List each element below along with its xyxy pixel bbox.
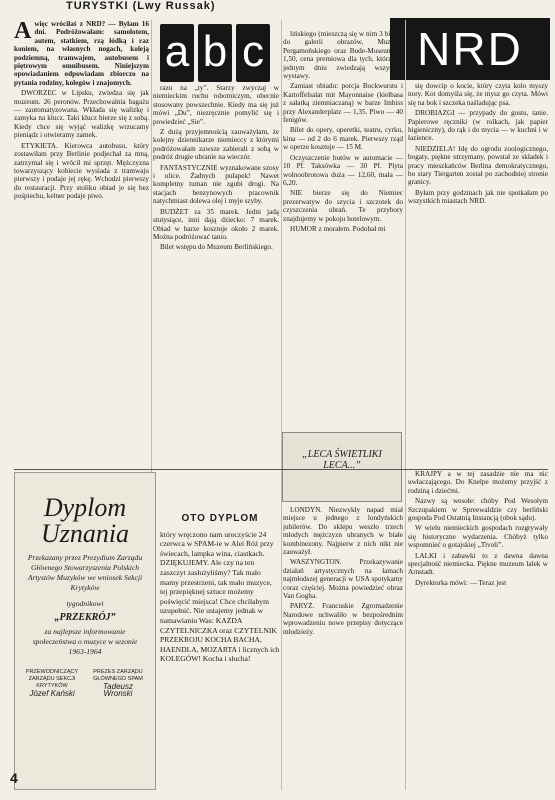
paragraph: NIEDZIELA! Idę do ogrodu zoologicznego, bogaty, piękne utrzymany, powstał ze składek i pracy mieszkańców Berlina demokratycznego, bo stary Tiergarten został po zachodniej stronie granicy.	[408, 144, 548, 187]
paragraph: Bilet do opery, operetki, teatru, cyrku, kina — od 2 do 6 marek. Pierwszy rząd w operze kosztuje — 15 M.	[283, 126, 403, 152]
paragraph: DWORZEC w Lipsku, zwiedza się jak muzeum. 26 peronów. Przechowalnia bagażu — zautomatyzowana. Wkłada się walizkę i zamyka na klucz. Taki klucz bierze się z sobą. Kiedy chce się wyjąć walizkę wrzucamy pieniądz i otwieramy zamek.	[14, 89, 149, 140]
diploma-note-text: który wręczono nam uroczyście 24 czerwca w SPAM-ie w Alei Róż przy świecach, lampka wina, ciastkach. DZIĘKUJEMY. Ale czy na ten zaszczyt zasłużyliśmy? Tak mało mamy przestrzeni, tak mało muzyce, tej przepięknej sztuce możemy poświęcić miejsca! Chce chciłabym uzupełnić. Nie ustajemy jednak w namawianiu Was: KAŻDA CZYTELNICZKA oraz CZYTELNIK PRZEKROJU KOCHA BACHA, HAENDLA, MOZARTA i licznych ich KOLEGÓW! Kocha i słucha!	[160, 529, 280, 664]
paragraph: NIE bierze się do Niemiec prezerwatyw do szycia i szczotek do czyszczenia ubrań. Te przybory znajdujemy w pokoju hotelowym.	[283, 189, 403, 223]
article-column-1	[14, 20, 149, 468]
diploma-magazine: „PRZEKRÓJ”	[54, 612, 116, 623]
signature-role: PRZEWODNICZĄCY ZARZĄDU SEKCJI KRYTYKÓW	[25, 669, 79, 689]
column-divider	[281, 20, 282, 790]
paragraph: KRAJPY a w tej zasadzie nie ma nic uwłaczającego. Do Knelpe możemy przyjść z rodziną i dziećmi.	[408, 470, 548, 495]
diploma-body	[15, 547, 155, 663]
signature-name: Józef Kański	[29, 689, 75, 698]
diploma-note	[160, 514, 280, 794]
diploma-title	[15, 495, 155, 547]
column-divider	[405, 20, 406, 790]
illustration-caption: „LECA ŚWIETLIKI LECA...”	[302, 449, 382, 471]
diploma-for: tygodnikowi	[66, 599, 104, 608]
article-column-4-continued	[408, 470, 548, 790]
paragraph: lińskiego (mieszczą się w nim 3 bilety: do galerii obrazów, Muzeum Pergamońskiego oraz Bode-Museum — 1,50, cena premiowa dla tych, którzy w jednym dniu zwiedzają wszystkie wystawy.	[283, 30, 403, 81]
diploma-reason: za najlepsze informowanie społeczeństwa o muzyce w sezonie 1963-1964	[32, 627, 138, 656]
letter-c: c	[236, 24, 270, 82]
diploma-signatures	[15, 669, 155, 697]
running-title: TURYSTKI (Lwy Russak)	[66, 0, 216, 12]
paragraph: Z dużą przyjemnością zauważyłam, że kolejny dziennikarze niemieccy z którymi podróżowałam zawsze zabierali z sobą w podróż drugie ubranie na wieczór.	[153, 128, 279, 162]
paragraph: LONDYN. Niezwykły napad miał miejsce u jednego z londyńskich jubilerów. Do sklepu weszło trzech młodych mężczyzn ubranych w białe kombinezony. Najpierw z nich nikt nie zauważył.	[283, 506, 403, 557]
signature-role: PREZES ZARZĄDU GŁÓWNEGO SPAM	[93, 669, 143, 682]
article-column-2	[153, 84, 279, 464]
paragraph: HUMOR z morałem. Podobał mi	[290, 224, 386, 233]
paragraph: Oczyszczenie butów w automacie — 10 Pf. Taksówka — 30 Pf. Plyta wolnoobrotowa duża — 12,60, mała — 6,20.	[283, 153, 403, 187]
drop-cap: A	[14, 20, 32, 44]
paragraph: razu na „ty”. Starzy zwyczaj w niemieckim ruchu robotniczym, obecnie stosowany powszechnie. Kiedy ma się już mówi „Du”, niezręcznie pomylić się i powiedzieć „Sie”.	[153, 84, 279, 126]
swietliki-illustration	[282, 432, 402, 502]
letter-b: b	[198, 24, 232, 82]
letter-a: a	[160, 24, 194, 82]
diploma-image	[14, 472, 156, 790]
paragraph: się dowcip o kocie, który czyta kolo myszy nory. Kot domyśla się, że mysz go czyta. Mówi się na bok i szczeka naśladując psa.	[408, 82, 548, 107]
paragraph: BUDŻET za 35 marek. Jedni jadą stutysiące, inni dają dziecko: 7 marek. Obiad w barze kosztuje około 2 marek. Można podróżować tanio.	[153, 207, 279, 241]
paragraph: LALKI i zabawki to z dawna dawna specjalność niemiecka. Piękne muzeum lalek w Arnstadt.	[408, 551, 548, 577]
paragraph: PARYŻ. Francuskie Zgromadzenie Narodowe uchwaliło w bezpośrednim wprowadzeniu nowe przepisy dotyczące młodzieży.	[283, 602, 403, 636]
paragraph: FANTASTYCZNIE wyznakowane szosy i ulice. Żadnych pułapek! Nawet kompletny tuman nie zgubi drogi. Na stacjach benzynowych pracownik natychmiast dolewa olej i myje szyby.	[153, 163, 279, 206]
paragraph: W wielu niemieckich gospodach rozgrywały się historyczne wydarzenia. Chóbyż tylko wspomnieć o gotajskiej „Tivoli”.	[408, 524, 548, 550]
diploma-title-line-1: Dyplom	[43, 493, 127, 522]
paragraph: DROBIAZGI — przypady do gustu, tanie. Papierowe ręczniki (w rolkach, jak papier higieniczny), do rąk i do mycia — w kuchni i w łazience.	[408, 109, 548, 143]
paragraph: więc wróciłaś z NRD? — Byłam 16 dni. Podróżowałam: samolotem, autem, statkiem, rzą łódką i raz koniem, na własnych nogach, koleją podziemną, tramwajem, autobusem i piętrowym omnibusem. Niniejszym opowiadaniem odpowiadam zbiorczo na pytania rodziny, kolegów i znajomych.	[14, 20, 149, 87]
article-column-3	[283, 30, 403, 466]
nrd-banner: NRD	[390, 18, 550, 80]
diploma-text: Przekazany przez Prezydium Zarządu Głównego Stowarzyszenia Polskich Artystów Muzyków we wniosek Sekcji Krytyków	[27, 553, 143, 592]
signature-name: Tadeusz Wronski	[103, 682, 133, 698]
article-column-4	[408, 82, 548, 468]
paragraph: Byłam przy godzinach jak nie spotkałam po wszystkich miastach NRD.	[408, 188, 548, 206]
page-number: 4	[10, 770, 18, 786]
paragraph: Nazwy są wesołe: chóby Pod Wesołym Szczupakiem w Spreewaldzie czy berliński gospoda Pod Ostatnią Instancją (obok sądu).	[408, 497, 548, 523]
paragraph: Bilet wstępu do Muzeum Berlińskiego.	[160, 243, 273, 252]
news-column	[283, 506, 403, 790]
paragraph: Zamiast obiadu: porcja Bockwurstu i Kartoffelsalat mit Mayonnaise (kiełbasa z sałatką ziemniaczaną) w barze Imbiss przy Alexanderplatz — 1,35. Piwo — 40 fenigów.	[283, 82, 403, 125]
paragraph: ETYKIETA. Kierowca autobusu, który zostawiłam przy Berlinie podjechał za mną, zatrzymał się i wrócił mi sprzęt. Mężczyzna towarzyszący kobiecie wysiada z tramwaju pierwszy i podaje jej rękę. Wchodzi pierwszy do restauracji. Przy stoliku obiad je się bez pośpiechu, kelner podaje piwo.	[14, 141, 149, 201]
paragraph: WASZYNGTON. Przekazywanie działań artystycznych na łamach najmłodszej generacji w USA spotykamy coraz częściej. Można powiedzieć obraz Van Gogha.	[283, 558, 403, 601]
diploma-note-heading: OTO DYPLOM	[181, 513, 259, 524]
paragraph: Dyrektorka mówi: — Teraz jest	[415, 578, 507, 587]
diploma-title-line-2: Uznania	[40, 519, 130, 548]
